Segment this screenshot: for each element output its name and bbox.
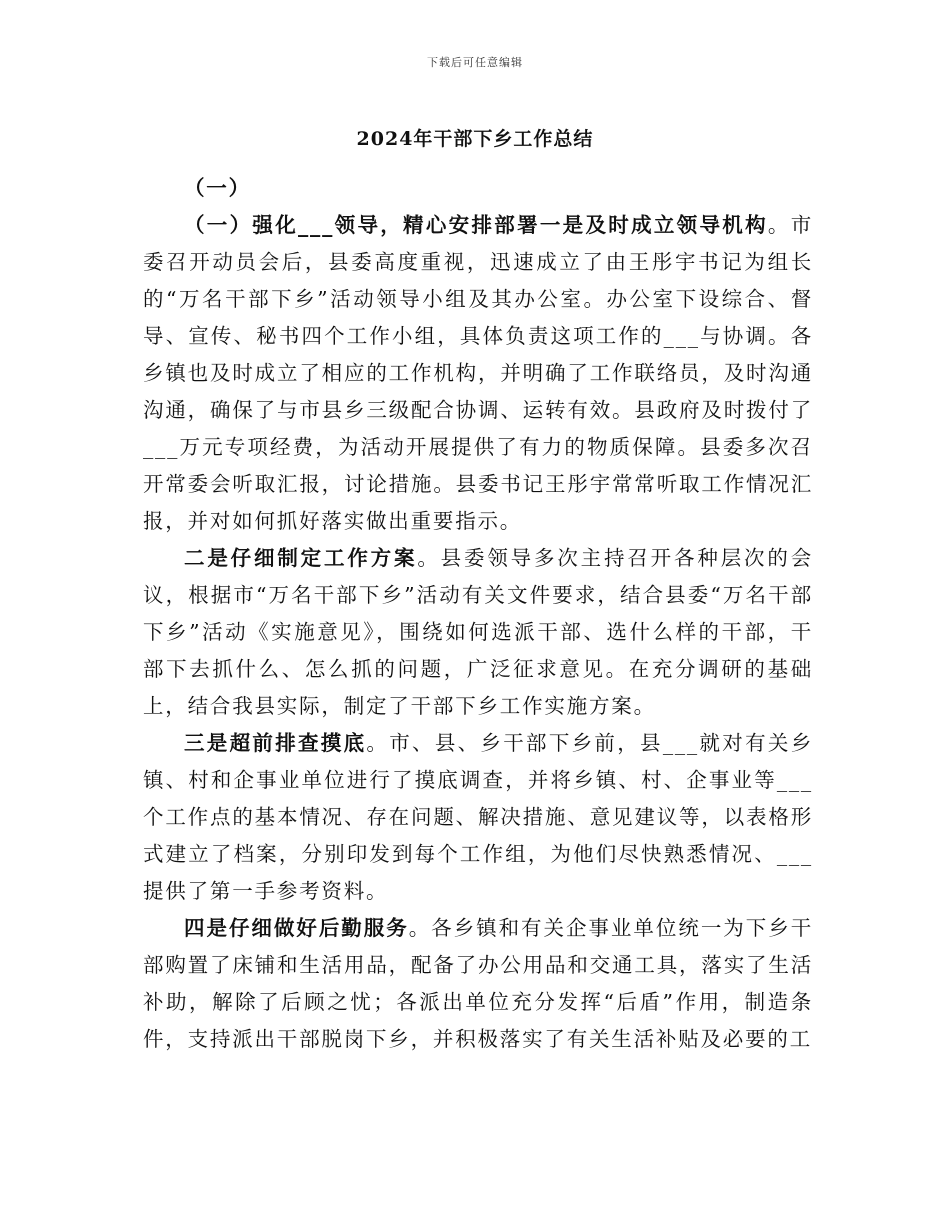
section-heading xyxy=(143,170,813,207)
paragraph-1 xyxy=(143,207,813,540)
paragraph-3-lead: 三是超前排查摸底 xyxy=(184,731,367,755)
paragraph-3-text: 。市、县、乡干部下乡前，县___就对有关乡镇、村和企事业单位进行了摸底调查，并将乡镇、村、企事业等___个工作点的基本情况、存在问题、解决措施、意见建议等，以表格形式建立了档案，分别印发到每个工作组，为他们尽快熟悉情况、___提供了第一手参考资料。 xyxy=(143,731,813,903)
paragraph-4-lead: 四是仔细做好后勤服务 xyxy=(184,916,409,940)
paragraph-1-text: 。市委召开动员会后，县委高度重视，迅速成立了由王彤宇书记为组长的“万名干部下乡”活动领导小组及其办公室。办公室下设综合、督导、宣传、秘书四个工作小组，具体负责这项工作的___与协调。各乡镇也及时成立了相应的工作机构，并明确了工作联络员，及时沟通沟通，确保了与市县乡三级配合协调、运转有效。县政府及时拨付了___万元专项经费，为活动开展提供了有力的物质保障。县委多次召开常委会听取汇报，讨论措施。县委书记王彤宇常常听取工作情况汇报，并对如何抓好落实做出重要指示。 xyxy=(143,213,813,533)
paragraph-1-lead: （一）强化___领导，精心安排部署一是及时成立领导机构 xyxy=(184,213,768,237)
section-number: （一） xyxy=(184,176,251,200)
paragraph-2-lead: 二是仔细制定工作方案 xyxy=(184,546,418,570)
paragraph-4 xyxy=(143,910,813,1058)
paragraph-2-text: 。县委领导多次主持召开各种层次的会议，根据市“万名干部下乡”活动有关文件要求，结合县委“万名干部下乡”活动《实施意见》，围绕如何选派干部、选什么样的干部，干部下去抓什么、怎么抓的问题，广泛征求意见。在充分调研的基础上，结合我县实际，制定了干部下乡工作实施方案。 xyxy=(143,546,813,718)
paragraph-3 xyxy=(143,725,813,910)
paragraph-2 xyxy=(143,540,813,725)
document-body xyxy=(143,170,813,1058)
document-title: 2024年干部下乡工作总结 xyxy=(356,128,594,150)
header-note: 下载后可任意编辑 xyxy=(427,56,523,69)
paragraph-4-text: 。各乡镇和有关企事业单位统一为下乡干部购置了床铺和生活用品，配备了办公用品和交通工具，落实了生活补助，解除了后顾之忧；各派出单位充分发挥“后盾”作用，制造条件，支持派出干部脱岗下乡，并积极落实了有关生活补贴及必要的工 xyxy=(143,916,813,1051)
